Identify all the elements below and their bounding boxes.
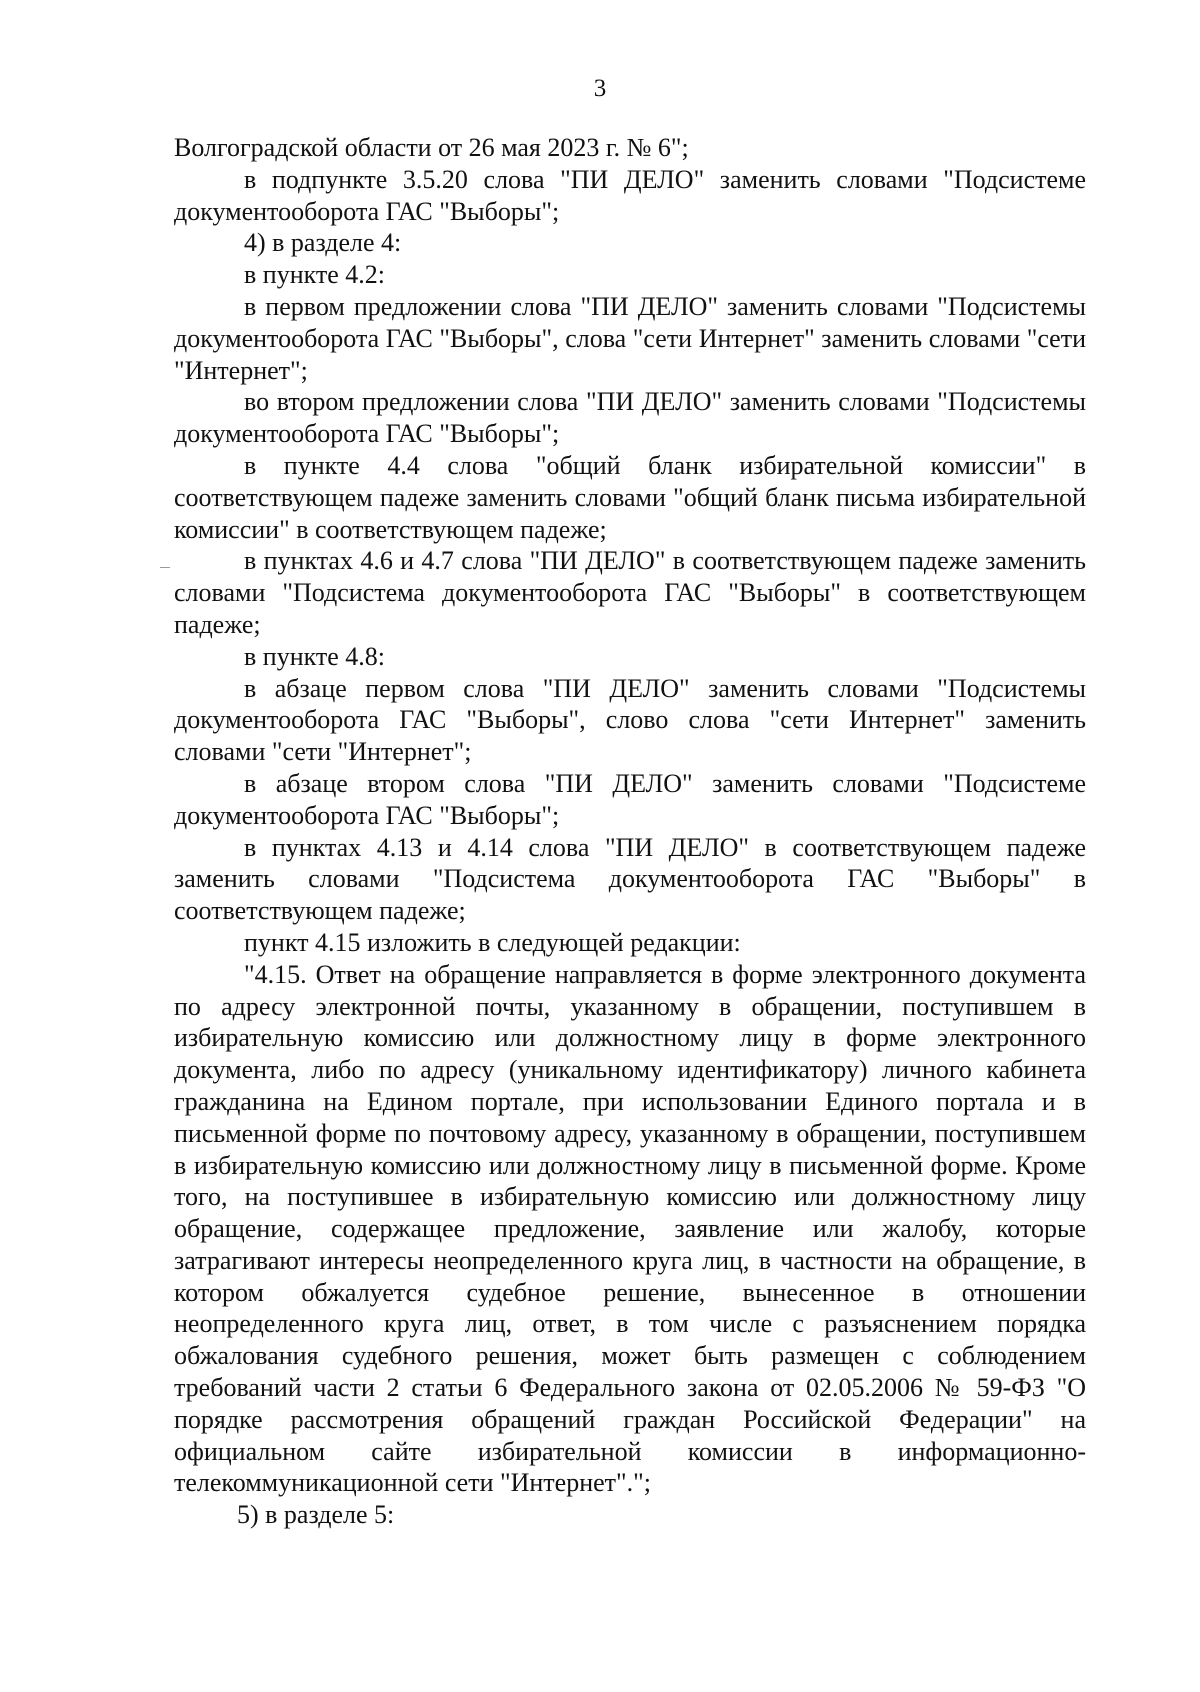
paragraph-clause-4-15-text: "4.15. Ответ на обращение направляется в форме электронного документа по адресу электронной почты, указанному в обращении, поступившем в избирательную комиссию или должностному лицу в форме электронного документа, либо по адресу (уникальному идентификатору) личного кабинета гражданина на Едином портале, при использовании Единого портала и в письменной форме по почтовому адресу, указанному в обращении, поступившем в избирательную комиссию или должностному лицу в письменной форме. Кроме того, на поступившее в избирательную комиссию или должностному лицу обращение, содержащее предложение, заявление или жалобу, которые затрагивают интересы неопределенного круга лиц, в частности на обращение, в котором обжалуется судебное решение, вынесенное в отношении неопределенного круга лиц, ответ, в том числе с разъяснением порядка обжалования судебного решения, может быть размещен с соблюдением требований части 2 статьи 6 Федерального закона от 02.05.2006 № 59-ФЗ "О порядке рассмотрения обращений граждан Российской Федерации" на официальном сайте избирательной комиссии в информационно-телекоммуникационной сети "Интернет"."; — [174, 959, 1086, 1498]
page-number: 3 — [593, 75, 607, 102]
paragraph-clause-4-8: в пункте 4.8: — [244, 641, 386, 671]
paragraph-section-4: 4) в разделе 4: — [244, 228, 402, 258]
paragraph-second-subparagraph: в абзаце втором слова "ПИ ДЕЛО" заменить словами "Подсистеме документооборота ГАС "Выборы"; — [174, 768, 1086, 830]
scan-mark — [160, 567, 170, 568]
paragraph-first-sentence: в первом предложении слова "ПИ ДЕЛО" заменить словами "Подсистемы документооборота ГАС "Выборы", слова "сети Интернет" заменить словами "сети "Интернет"; — [174, 291, 1086, 385]
paragraph-clause-4-15-intro: пункт 4.15 изложить в следующей редакции: — [244, 927, 741, 957]
paragraph-first-subparagraph: в абзаце первом слова "ПИ ДЕЛО" заменить словами "Подсистемы документооборота ГАС "Выборы", слово слова "сети Интернет" заменить словами "сети "Интернет"; — [174, 673, 1086, 767]
paragraph-clauses-4-6-4-7: в пунктах 4.6 и 4.7 слова "ПИ ДЕЛО" в соответствующем падеже заменить словами "Подсистема документооборота ГАС "Выборы" в соответствующем падеже; — [174, 546, 1086, 639]
paragraph-clause-4-4: в пункте 4.4 слова "общий бланк избирательной комиссии" в соответствующем падеже заменить словами "общий бланк письма избирательной комиссии" в соответствующем падеже; — [174, 450, 1086, 544]
paragraph-clauses-4-13-4-14: в пунктах 4.13 и 4.14 слова "ПИ ДЕЛО" в соответствующем падеже заменить словами "Подсистема документооборота ГАС "Выборы" в соответствующем падеже; — [174, 832, 1086, 926]
document-body — [174, 132, 1086, 1531]
paragraph-continuation: Волгоградской области от 26 мая 2023 г. № 6"; — [174, 133, 689, 162]
paragraph-section-5: 5) в разделе 5: — [237, 1500, 395, 1530]
paragraph-second-sentence: во втором предложении слова "ПИ ДЕЛО" заменить словами "Подсистемы документооборота ГАС "Выборы"; — [174, 387, 1086, 449]
paragraph-subclause-3-5-20: в подпункте 3.5.20 слова "ПИ ДЕЛО" заменить словами "Подсистеме документооборота ГАС "Выборы"; — [174, 164, 1086, 226]
paragraph-clause-4-2: в пункте 4.2: — [244, 260, 386, 290]
